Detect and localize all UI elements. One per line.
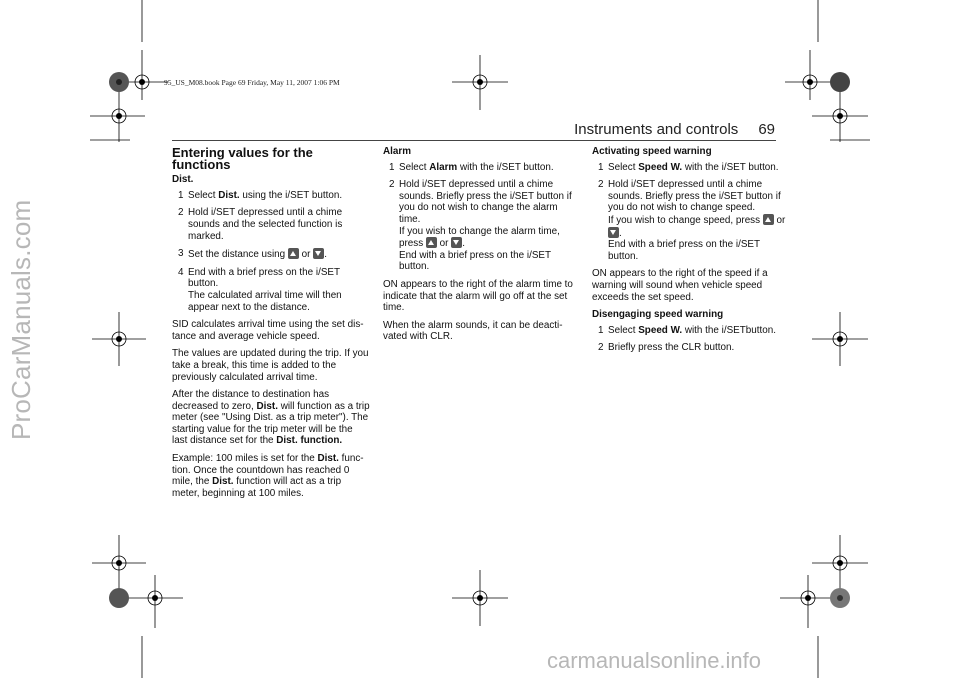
arrow-down-button-icon [313,248,324,259]
paragraph: The values are updated during the trip. If you take a break, this time is added to the previously calculated arrival time. [172,348,369,383]
section-heading: Entering values for the functions [172,145,313,172]
book-info-line: 95_US_M08.book Page 69 Friday, May 11, 2007 1:06 PM [164,78,340,87]
page-header [554,121,775,138]
arrow-down-button-icon [451,237,462,248]
disengage-steps [592,325,792,354]
arrow-up-button-icon [288,248,299,259]
watermark-left: ProCarManuals.com [6,199,36,440]
subheading-dist: Dist. [172,174,194,186]
activate-steps [592,162,792,263]
column-2 [383,146,581,349]
page-number: 69 [758,121,775,138]
paragraph: ON appears to the right of the speed if a warning will sound when vehicle speed exceeds the set speed. [592,268,768,303]
list-item: 1 Select Alarm with the i/SET button. [389,161,554,173]
arrow-up-button-icon [426,237,437,248]
dist-steps [172,190,370,313]
paragraph: SID calculates arrival time using the set dis-tance and average vehicle speed. [172,319,364,342]
list-item: 1 Select Dist. using the i/SET button. [178,189,343,201]
subheading-activating-speed-warning: Activating speed warning [592,146,712,157]
header-rule [172,140,776,141]
list-item: 2 Hold i/SET depressed until a chime sounds. Briefly press the i/SET button if you do not wish to change speed. If you wish to change speed, press or . End with a brief press on the i/SET button. [598,179,786,262]
column-3 [592,146,792,360]
list-item: 1 Select Speed W. with the i/SET button. [598,161,779,173]
paragraph: Example: 100 miles is set for the Dist. func-tion. Once the countdown has reached 0 mile, the Dist. function will act as a trip meter, beginning at 100 miles. [172,453,364,499]
paragraph: When the alarm sounds, it can be deacti-vated with CLR. [383,319,563,343]
alarm-steps [383,162,581,273]
list-item: 2 Hold i/SET depressed until a chime sounds. Briefly press the i/SET button if you do not wish to change the alarm time. If you wish to change the alarm time, press or . End with a brief press on the i/SET button. [389,179,572,273]
section-title: Instruments and controls [574,121,739,138]
list-item: 3 Set the distance using or . [178,248,327,261]
paragraph: ON appears to the right of the alarm time to indicate that the alarm will go off at the set time. [383,278,573,314]
subheading-alarm: Alarm [383,146,411,157]
paragraph: After the distance to destination has decreased to zero, Dist. will function as a trip meter (see "Using Dist. as a trip meter"). The starting value for the trip meter will be the last distance set for the Dist. function. [172,389,370,447]
arrow-up-button-icon [763,214,774,225]
list-item: 1 Select Speed W. with the i/SETbutton. [598,324,776,336]
watermark-bottom: carmanualsonline.info [547,648,762,673]
list-item: 2 Hold i/SET depressed until a chime sounds and the selected function is marked. [178,207,343,242]
arrow-down-button-icon [608,227,619,238]
column-1 [172,146,370,505]
list-item: 2 Briefly press the CLR button. [598,342,735,354]
list-item: 4 End with a brief press on the i/SET button. The calculated arrival time will then appear next to the distance. [178,266,342,313]
subheading-disengaging-speed-warning: Disengaging speed warning [592,309,724,321]
